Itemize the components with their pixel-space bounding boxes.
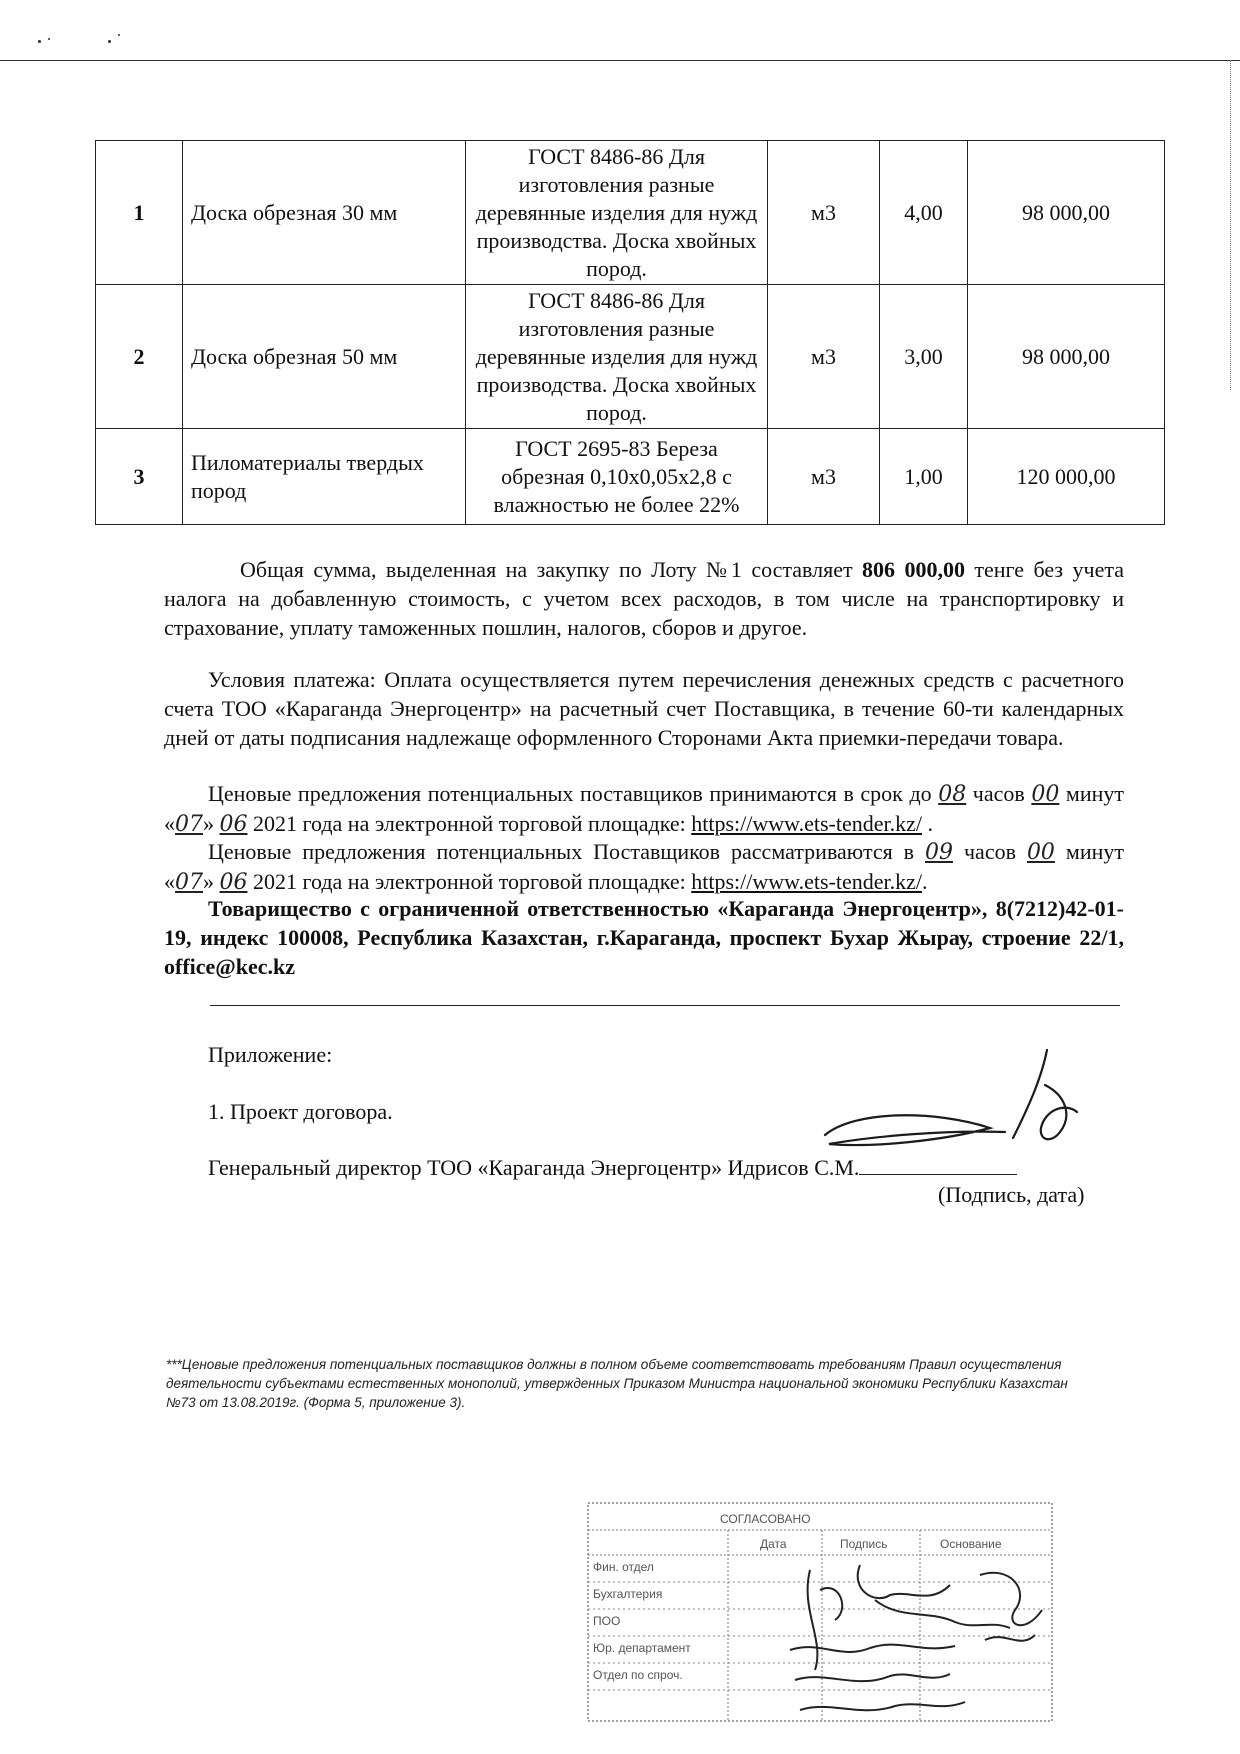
- director-signature: [815, 1040, 1105, 1160]
- organizer-text: Товарищество с ограниченной ответственностью «Караганда Энергоцентр», 8(7212)42-01-19, индекс 100008, Республика Казахстан, г.Караганда, проспект Бухар Жырау, строение 22/1, office@kec.kz: [164, 896, 1124, 979]
- review-deadline-paragraph: [164, 837, 1124, 897]
- acceptance-text: .: [921, 811, 933, 836]
- table-row: [96, 429, 1165, 525]
- stamp-row-label: Юр. департамент: [593, 1641, 691, 1655]
- item-unit: м3: [768, 429, 880, 525]
- stamp-col-note: Основание: [940, 1537, 1002, 1551]
- item-description: ГОСТ 2695-83 Береза обрезная 0,10x0,05x2,8 с влажностью не более 22%: [466, 429, 768, 525]
- signature-caption: (Подпись, дата): [938, 1182, 1085, 1207]
- acceptance-deadline-paragraph: [164, 779, 1124, 839]
- item-quantity: 3,00: [880, 285, 968, 429]
- scan-speck: [108, 40, 111, 43]
- item-quantity: 1,00: [880, 429, 968, 525]
- item-name: Доска обрезная 30 мм: [183, 141, 466, 285]
- review-day: 07: [175, 870, 203, 895]
- review-text: 2021 года на электронной торговой площадке:: [247, 869, 692, 894]
- divider-line: [210, 1005, 1120, 1006]
- payment-terms-text: Условия платежа: Оплата осуществляется путем перечисления денежных средств с расчетного счета ТОО «Караганда Энергоцентр» на расчетный счет Поставщика, в течение 60-ти календарных дней от даты подписания надлежаще оформленного Сторонами Акта приемки-передачи товара.: [164, 667, 1124, 750]
- total-amount: 806 000,00: [862, 557, 965, 582]
- stamp-row-label: ПОО: [593, 1614, 621, 1628]
- item-name: Пиломатериалы твердых пород: [183, 429, 466, 525]
- payment-terms-paragraph: [164, 665, 1124, 752]
- stamp-row-label: Фин. отдел: [593, 1560, 654, 1574]
- total-text-before: Общая сумма, выделенная на закупку по Лоту №1 составляет: [240, 557, 863, 582]
- acceptance-platform-link[interactable]: https://www.ets-tender.kz/: [691, 811, 922, 836]
- acceptance-text: Ценовые предложения потенциальных поставщиков принимаются в срок до: [208, 781, 939, 806]
- acceptance-text: »: [203, 811, 220, 836]
- item-price: 98 000,00: [968, 285, 1165, 429]
- director-text: Генеральный директор ТОО «Караганда Энергоцентр» Идрисов С.М.: [208, 1155, 860, 1180]
- stamp-row-label: Отдел по спроч.: [593, 1668, 683, 1682]
- item-quantity: 4,00: [880, 141, 968, 285]
- item-price: 120 000,00: [968, 429, 1165, 525]
- organizer-paragraph: [164, 894, 1124, 981]
- acceptance-text: 2021 года на электронной торговой площадке:: [247, 811, 692, 836]
- acceptance-day: 07: [175, 812, 203, 837]
- item-unit: м3: [768, 285, 880, 429]
- total-text-after: тенге без учета налога на добавленную стоимость, с учетом всех расходов, в том числе на транспортировку и страхование, уплату таможенных пошлин, налогов, сборов и другое.: [164, 557, 1124, 640]
- appendix-item: 1. Проект договора.: [208, 1099, 393, 1124]
- table-row: [96, 141, 1165, 285]
- acceptance-minute: 00: [1031, 782, 1060, 807]
- acceptance-text: минут «: [164, 781, 1124, 836]
- item-price: 98 000,00: [968, 141, 1165, 285]
- item-description: ГОСТ 8486-86 Для изготовления разные деревянные изделия для нужд производства. Доска хвойных пород.: [466, 285, 768, 429]
- top-scan-border: [0, 60, 1240, 61]
- scan-speck: [48, 38, 50, 40]
- item-number: 3: [96, 429, 183, 525]
- stamp-col-date: Дата: [760, 1537, 787, 1551]
- item-unit: м3: [768, 141, 880, 285]
- item-number: 1: [96, 141, 183, 285]
- review-text: »: [203, 869, 220, 894]
- appendix-label: Приложение:: [208, 1042, 333, 1067]
- review-month: 06: [219, 870, 248, 895]
- scan-speck: [118, 34, 120, 36]
- acceptance-text: часов: [966, 781, 1032, 806]
- total-amount-paragraph: [164, 555, 1124, 642]
- stamp-signatures: [780, 1550, 1050, 1725]
- acceptance-month: 06: [219, 812, 248, 837]
- review-text: .: [921, 869, 928, 894]
- item-number: 2: [96, 285, 183, 429]
- review-platform-link[interactable]: https://www.ets-tender.kz/: [691, 869, 922, 894]
- review-text: часов: [953, 839, 1027, 864]
- item-description: ГОСТ 8486-86 Для изготовления разные деревянные изделия для нужд производства. Доска хвойных пород.: [466, 141, 768, 285]
- table-row: [96, 285, 1165, 429]
- right-scan-border: [1230, 60, 1231, 390]
- item-name: Доска обрезная 50 мм: [183, 285, 466, 429]
- review-hour: 09: [925, 840, 954, 865]
- stamp-title: СОГЛАСОВАНО: [720, 1512, 811, 1526]
- scan-speck: [38, 40, 41, 43]
- stamp-row-label: Бухгалтерия: [593, 1587, 663, 1601]
- review-text: минут «: [164, 839, 1124, 894]
- review-text: Ценовые предложения потенциальных Поставщиков рассматриваются в: [208, 839, 926, 864]
- stamp-col-sign: Подпись: [840, 1537, 888, 1551]
- acceptance-hour: 08: [938, 782, 967, 807]
- footnote: ***Ценовые предложения потенциальных поставщиков должны в полном объеме соответствовать требованиям Правил осуществления деятельности субъектами естественных монополий, утвержденных Приказом Министра национальной экономики Республики Казахстан №73 от 13.08.2019г. (Форма 5, приложение 3).: [166, 1357, 1068, 1410]
- approval-stamp: [585, 1500, 1055, 1725]
- review-minute: 00: [1026, 840, 1055, 865]
- items-table: [95, 140, 1165, 525]
